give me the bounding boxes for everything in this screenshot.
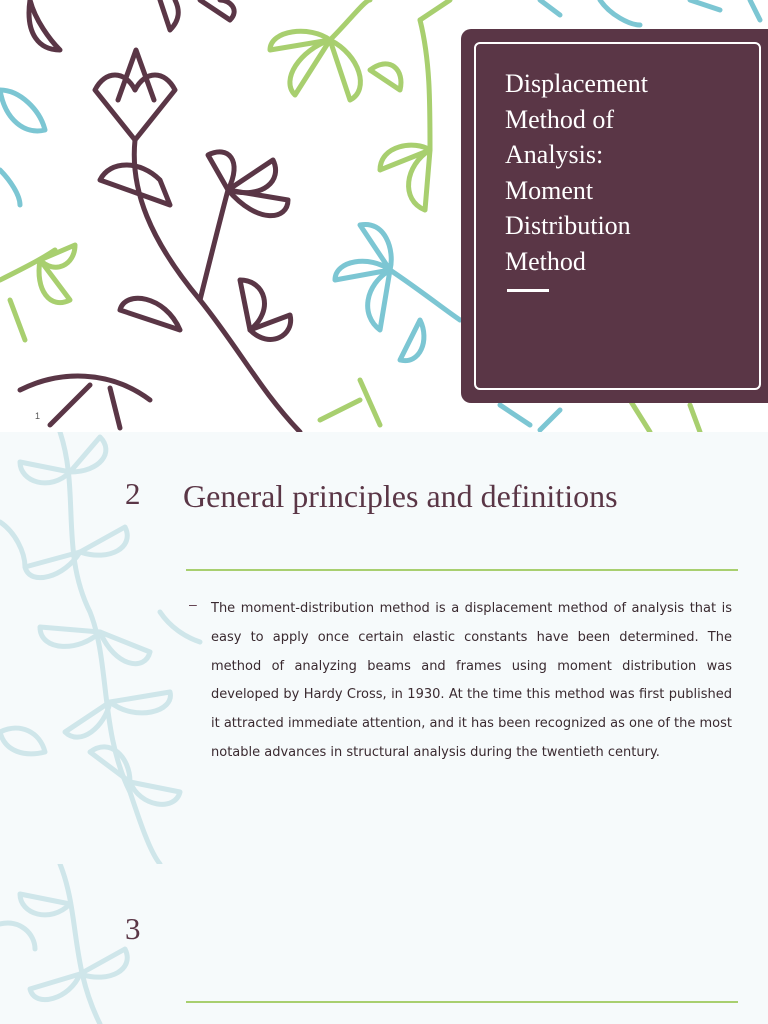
- title-slide: [0, 0, 768, 432]
- title-box: [461, 29, 768, 403]
- slide-heading: General principles and definitions: [183, 478, 618, 514]
- faint-leaf-decoration-3: [0, 864, 230, 1024]
- slide-number-3: 3: [125, 911, 141, 946]
- bullet-marker: –: [189, 596, 197, 612]
- heading-divider: [186, 569, 738, 571]
- slide-number-1: 1: [35, 411, 41, 421]
- content-slide: [0, 432, 768, 864]
- bullet-paragraph: The moment-distribution method is a displacement method of analysis that is easy to apply once certain elastic constants have been determined. The method of analyzing beams and frames using moment distribution was developed by Hardy Cross, in 1930. At the time this method was first published it attracted immediate attention, and it has been recognized as one of the most notable advances in structural analysis during the twentieth century.: [211, 601, 732, 760]
- content-slide-3: [0, 864, 768, 1024]
- slide-title: Displacement Method of Analysis: Moment Distribution Method: [505, 69, 648, 276]
- title-underline: [507, 289, 549, 292]
- slide-number-2: 2: [125, 476, 141, 511]
- heading-divider-3: [186, 1001, 738, 1003]
